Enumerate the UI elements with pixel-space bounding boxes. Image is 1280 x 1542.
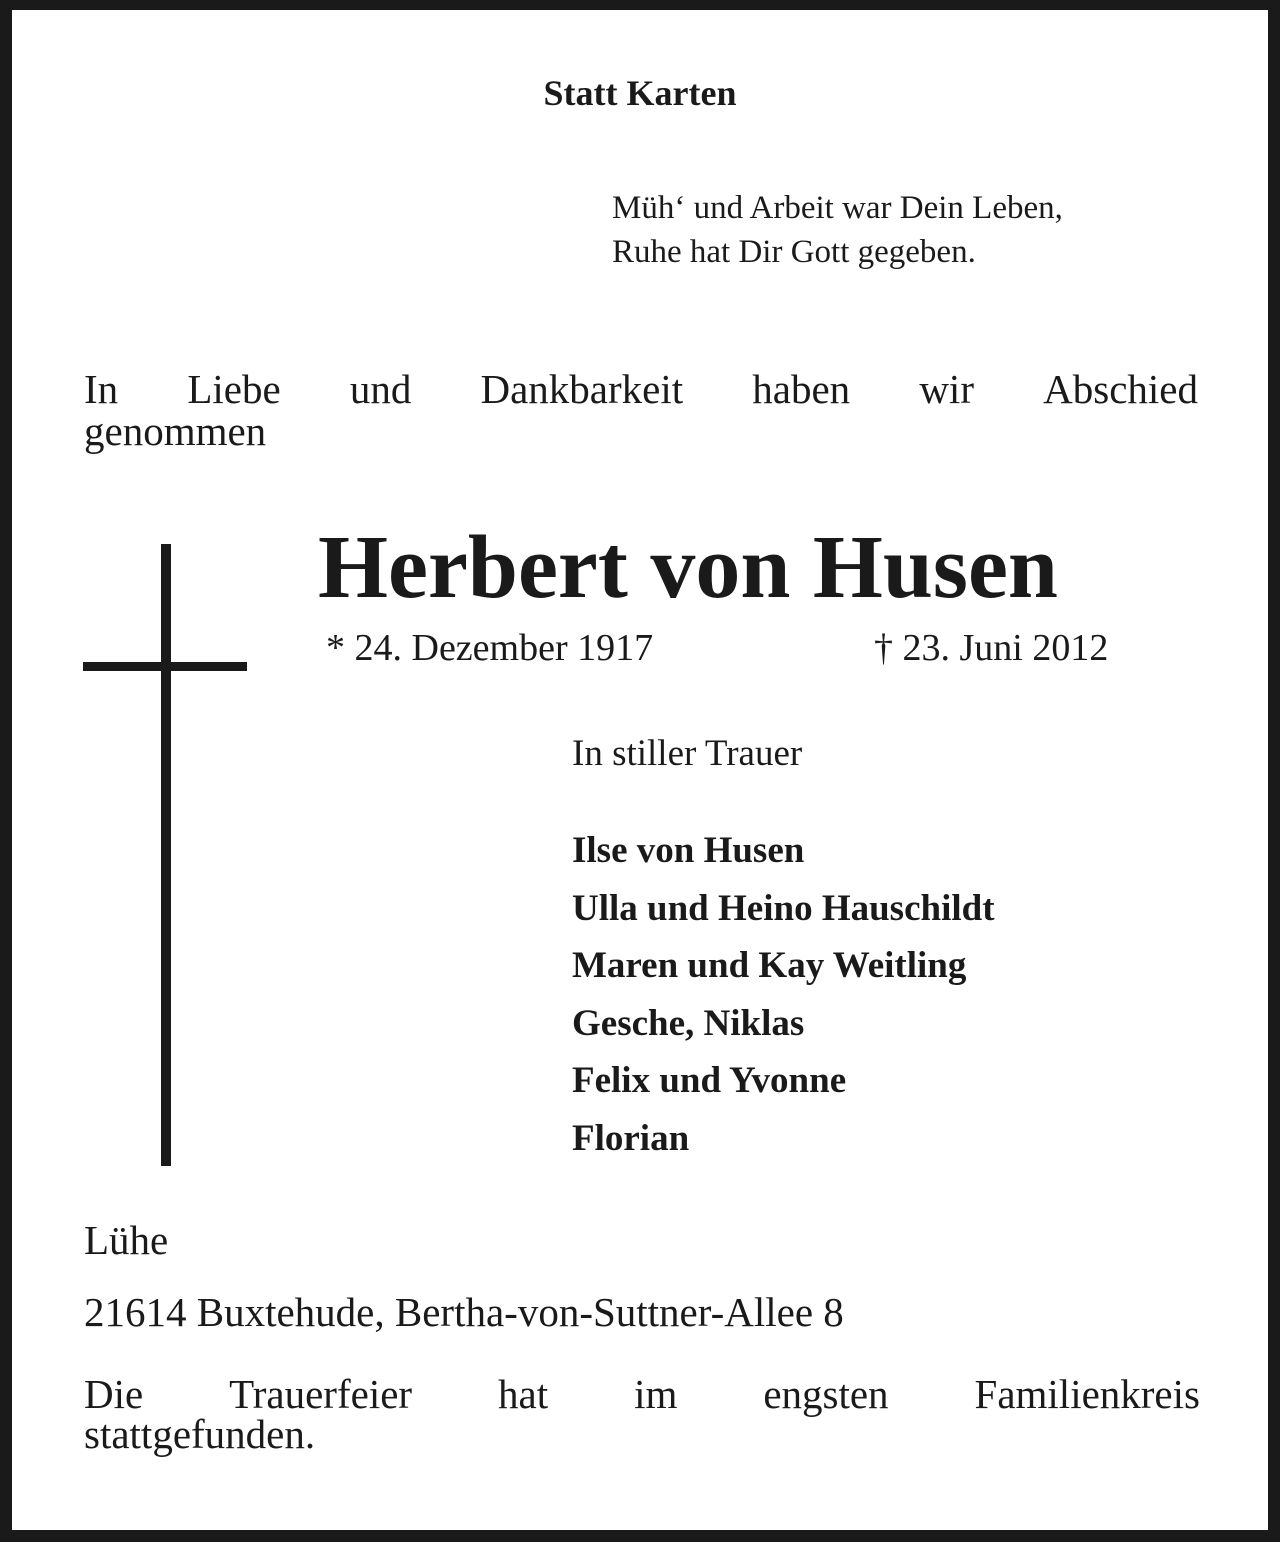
birth-date: * 24. Dezember 1917 [326, 627, 654, 669]
intro-word: Liebe [187, 366, 281, 412]
place-name: Lühe [84, 1217, 169, 1263]
intro-line-2: genommen [84, 408, 267, 454]
mourner-name: Ulla und Heino Hauschildt [572, 887, 995, 929]
service-word: hat [498, 1371, 549, 1417]
verse-line: Ruhe hat Dir Gott gegeben. [612, 234, 976, 270]
mourning-label: In stiller Trauer [572, 733, 803, 774]
intro-word: haben [752, 366, 851, 412]
service-word: Familienkreis [974, 1371, 1200, 1417]
mourner-name: Felix und Yvonne [572, 1060, 847, 1101]
service-word: Trauerfeier [229, 1371, 413, 1417]
service-word: im [634, 1371, 678, 1417]
intro-word: wir [919, 366, 974, 412]
service-line-2: stattgefunden. [84, 1411, 316, 1457]
intro-text [84, 368, 1198, 452]
mourner-list [572, 822, 995, 1167]
death-date: † 23. Juni 2012 [874, 627, 1109, 669]
mourner-name: Ilse von Husen [572, 830, 805, 871]
intro-word: In [84, 366, 119, 412]
deceased-name: Herbert von Husen [318, 518, 1058, 617]
service-word: engsten [763, 1371, 889, 1417]
cross-icon-bar [83, 662, 247, 671]
verse-line: Müh‘ und Arbeit war Dein Leben, [612, 190, 1063, 226]
intro-line-1 [84, 368, 1198, 410]
intro-word: Abschied [1043, 366, 1198, 412]
mourner-name: Gesche, Niklas [572, 1002, 805, 1044]
intro-word: und [349, 366, 412, 412]
cross-icon [161, 544, 171, 1166]
mourner-name: Maren und Kay Weitling [572, 945, 967, 986]
mourning-address: 21614 Buxtehude, Bertha-von-Suttner-Allee 8 [84, 1289, 844, 1335]
service-word: Die [84, 1371, 144, 1417]
notice-header: Statt Karten [543, 73, 737, 113]
mourner-name: Florian [572, 1117, 690, 1159]
service-line-1 [84, 1371, 1200, 1417]
intro-word: Dankbarkeit [480, 366, 684, 412]
service-note [84, 1371, 1200, 1457]
memorial-verse [612, 186, 1063, 274]
